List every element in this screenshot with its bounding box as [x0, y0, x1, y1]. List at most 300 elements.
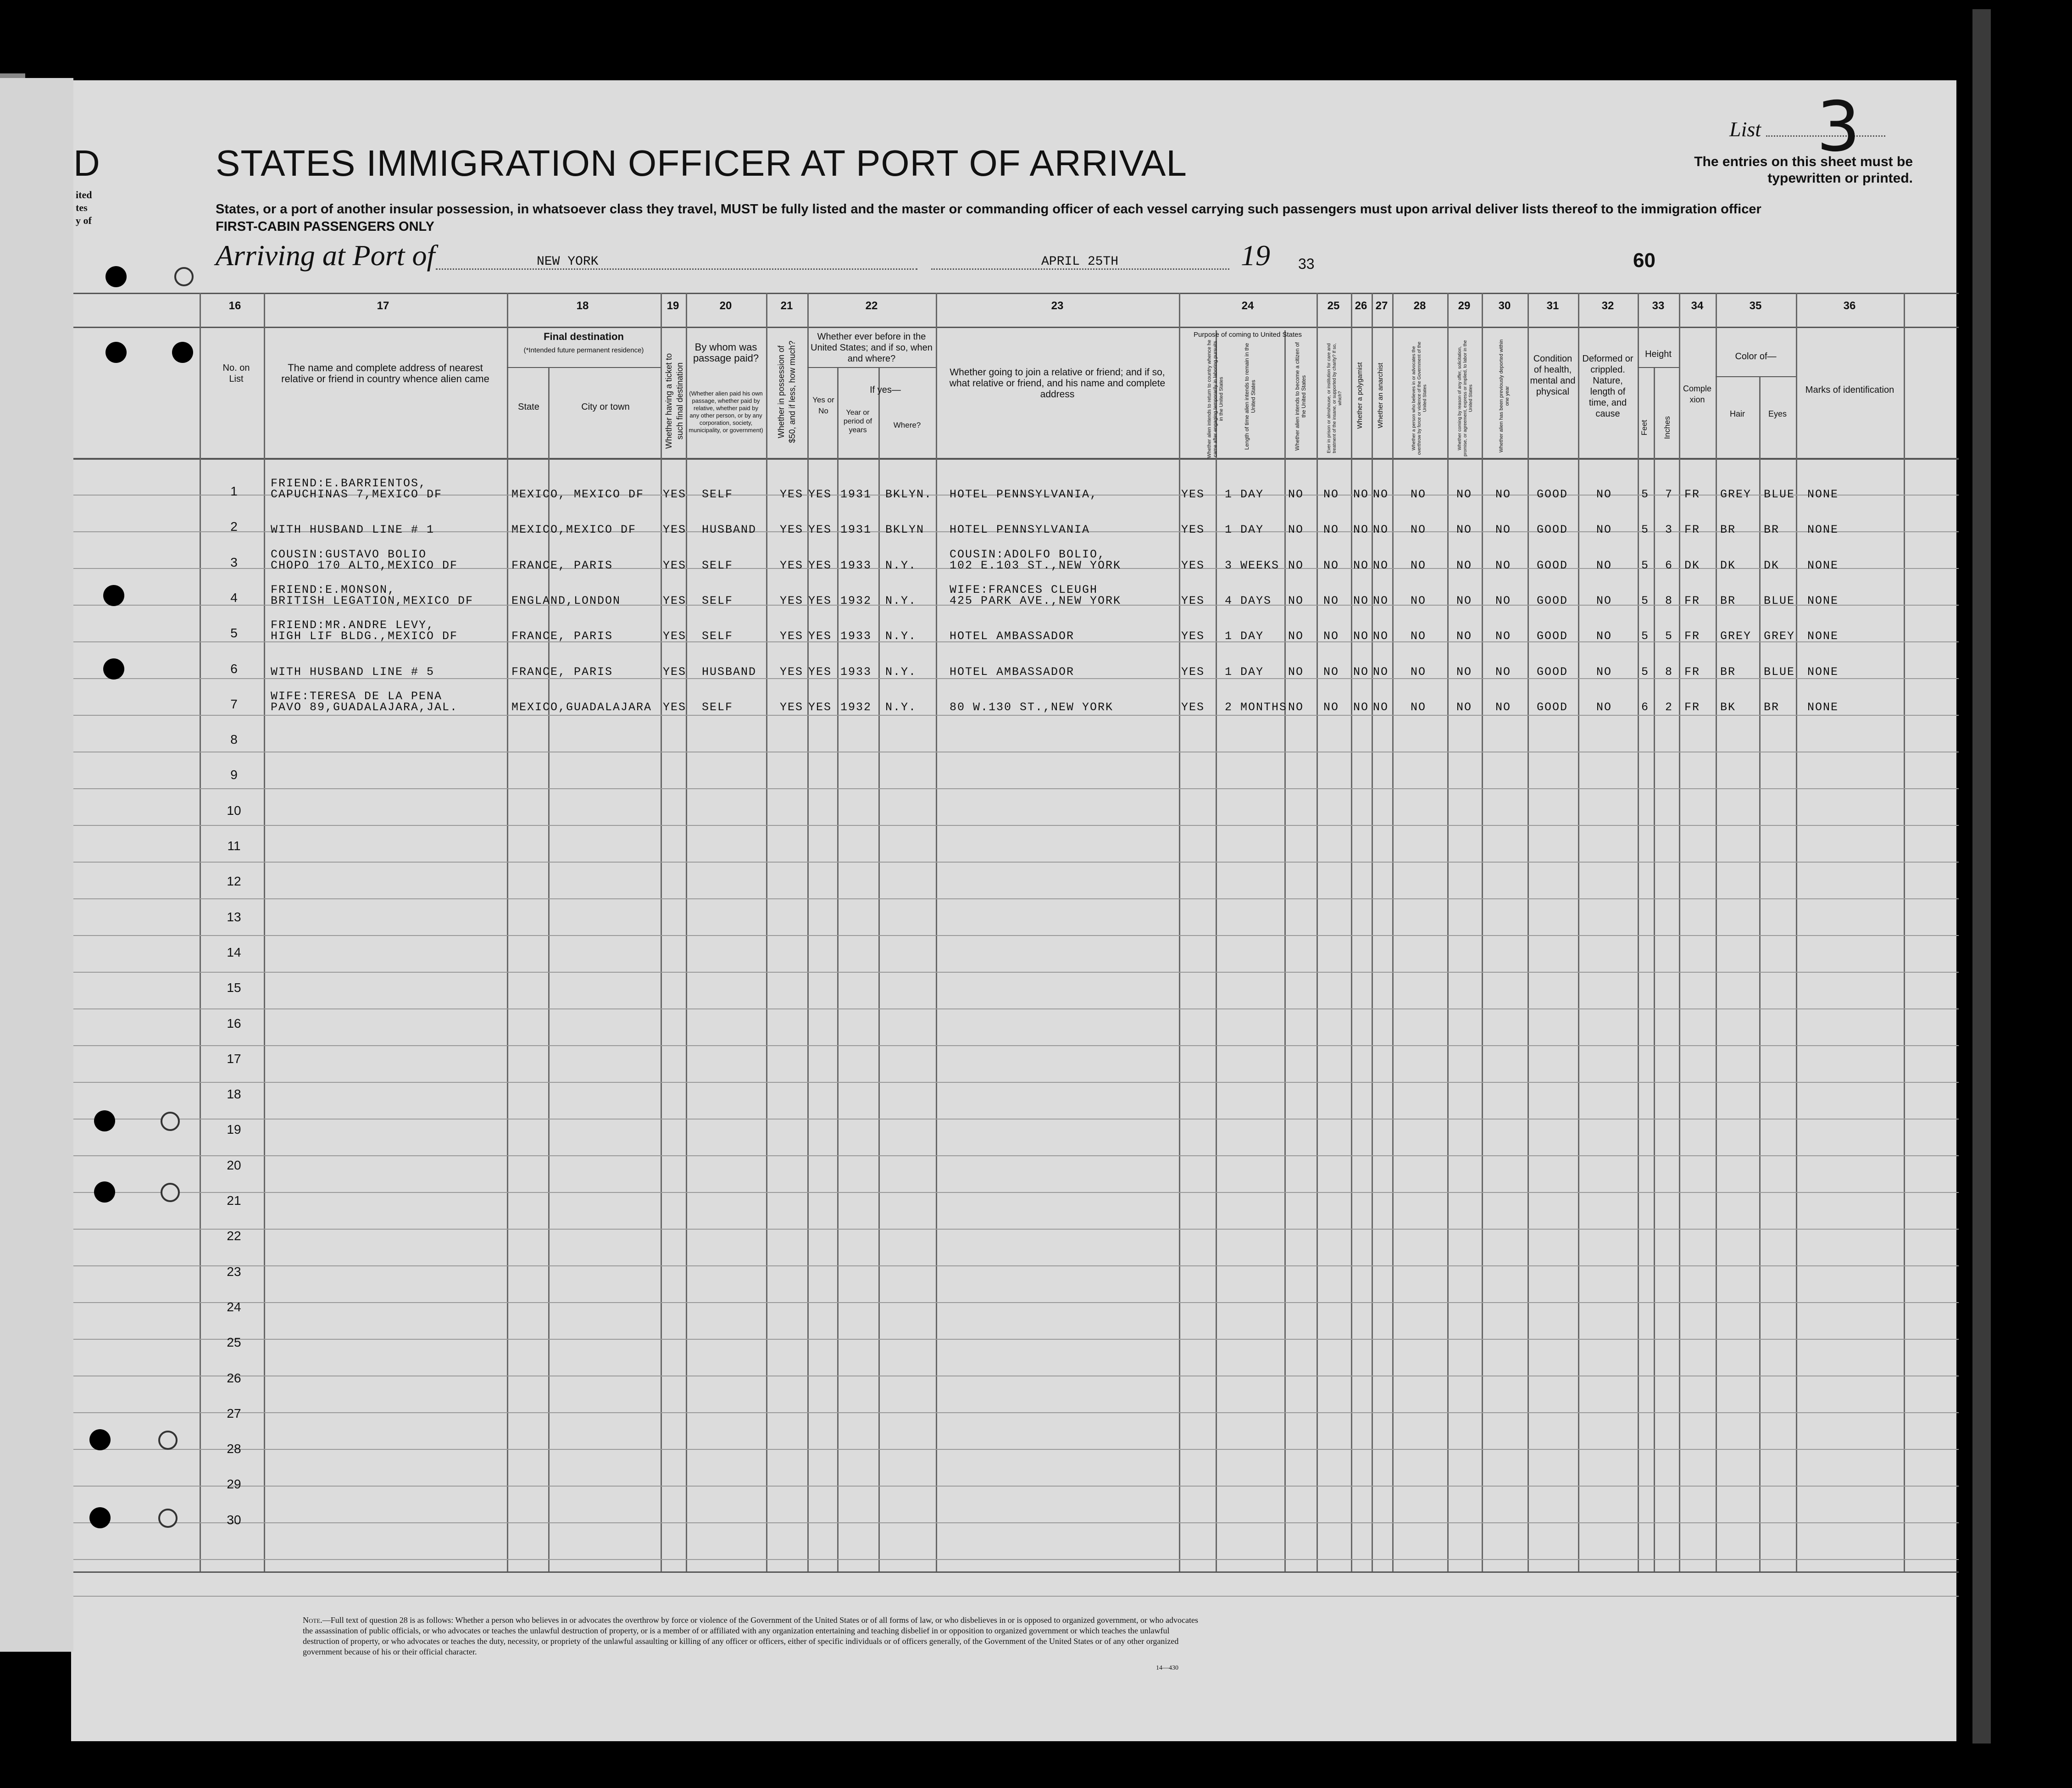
row-number: 29 — [227, 1477, 241, 1492]
header-marks: Marks of identification — [1805, 385, 1894, 395]
column-number: 24 — [1241, 300, 1254, 312]
row-rule — [73, 825, 1959, 826]
binder-hole — [161, 1112, 180, 1131]
header-purpose: Purpose of coming to United States — [1194, 331, 1302, 339]
hair-cell: BR — [1720, 665, 1736, 679]
complexion-cell: FR — [1684, 594, 1700, 607]
passage-paid-cell: HUSBAND — [702, 523, 757, 537]
polygamist-cell: NO — [1353, 594, 1369, 607]
row-number: 13 — [227, 909, 241, 924]
column-number: 22 — [865, 300, 878, 312]
labor-offer-cell: NO — [1456, 523, 1472, 537]
passage-paid-cell: SELF — [702, 488, 733, 501]
row-rule — [73, 935, 1959, 936]
row-number: 21 — [227, 1193, 241, 1208]
column-number: 16 — [228, 300, 241, 312]
col-line — [548, 367, 550, 1571]
header-yes-no: Yes or No — [812, 395, 834, 415]
header-length-stay: Length of time alien intends to remain in the United States — [1244, 343, 1256, 450]
where-cell: N.Y. — [885, 665, 917, 679]
row-rule — [73, 1559, 1959, 1560]
ticket-cell: YES — [663, 665, 687, 679]
feet-cell: 5 — [1641, 488, 1650, 501]
col-line — [200, 293, 201, 1571]
passage-paid-cell: SELF — [702, 594, 733, 607]
return-cell: YES — [1181, 665, 1205, 679]
labor-offer-cell: NO — [1456, 629, 1472, 643]
row-number: 27 — [227, 1406, 241, 1420]
col-line — [1578, 293, 1579, 1571]
row-number: 20 — [227, 1158, 241, 1172]
binder-hole — [103, 658, 124, 680]
col-line — [1528, 293, 1529, 1571]
citizen-cell: NO — [1288, 629, 1304, 643]
header-ticket: Whether having a ticket to such final destination — [664, 353, 684, 449]
header-height: Height — [1645, 349, 1672, 359]
header-deformed: Deformed or crippled. Nature, length of time, and cause — [1582, 354, 1633, 419]
relative-line-2: CAPUCHINAS 7,MEXICO DF — [271, 488, 443, 501]
prison-cell: NO — [1323, 523, 1339, 537]
column-number: 21 — [780, 300, 793, 312]
col-line — [686, 293, 687, 1571]
row-rule — [73, 1486, 1959, 1487]
col-line — [1679, 293, 1680, 1571]
page-number: 60 — [1633, 249, 1655, 272]
col-line — [1372, 293, 1373, 1571]
col-line — [878, 367, 880, 1571]
row-number: 28 — [227, 1442, 241, 1456]
col-line — [507, 293, 508, 1571]
feet-cell: 5 — [1641, 594, 1650, 607]
return-cell: YES — [1181, 700, 1205, 714]
passage-paid-cell: SELF — [702, 629, 733, 643]
inches-cell: 8 — [1665, 665, 1673, 679]
row-rule — [73, 788, 1959, 789]
destination-cell: MEXICO, MEXICO DF — [511, 488, 644, 501]
row-rule — [73, 1522, 1959, 1523]
row-number: 19 — [227, 1122, 241, 1137]
prison-cell: NO — [1323, 488, 1339, 501]
deformed-cell: NO — [1596, 700, 1612, 714]
binder-hole — [158, 1431, 178, 1450]
been-before-cell: YES — [808, 665, 832, 679]
row-number: 5 — [230, 626, 238, 641]
deformed-cell: NO — [1596, 665, 1612, 679]
overthrow-cell: NO — [1411, 558, 1427, 572]
eyes-cell: BR — [1764, 700, 1780, 714]
complexion-cell: FR — [1684, 665, 1700, 679]
header-citizen-intent: Whether alien intends to become a citizen of the United States — [1294, 342, 1307, 451]
row-number: 6 — [230, 661, 238, 676]
overthrow-cell: NO — [1411, 488, 1427, 501]
inches-cell: 6 — [1665, 558, 1673, 572]
row-number: 23 — [227, 1264, 241, 1279]
entries-note: The entries on this sheet must be typewritten or printed. — [1694, 154, 1913, 186]
binder-hole — [94, 1110, 115, 1131]
anarchist-cell: NO — [1373, 629, 1389, 643]
passage-paid-cell: SELF — [702, 700, 733, 714]
length-of-stay-cell: 1 DAY — [1225, 488, 1264, 501]
fifty-dollars-cell: YES — [780, 523, 804, 537]
column-number: 28 — [1413, 300, 1426, 312]
row-number: 10 — [227, 803, 241, 818]
column-number: 32 — [1601, 300, 1614, 312]
return-cell: YES — [1181, 594, 1205, 607]
col-line — [1179, 293, 1180, 1571]
header-polygamist: Whether a polygamist — [1356, 362, 1364, 429]
eyes-cell: BLUE — [1764, 488, 1795, 501]
labor-offer-cell: NO — [1456, 665, 1472, 679]
anarchist-cell: NO — [1373, 558, 1389, 572]
col-line — [1716, 293, 1717, 1571]
polygamist-cell: NO — [1353, 558, 1369, 572]
join-line-2: 102 E.103 ST.,NEW YORK — [950, 558, 1122, 572]
form-code: 14—430 — [1156, 1665, 1178, 1671]
row-rule — [73, 1045, 1959, 1046]
col-line — [807, 293, 809, 1571]
row-number: 12 — [227, 874, 241, 889]
note-text: —Full text of question 28 is as follows: Whether a person who believes in or advocates the overthrow by force or violence of the Government of the United States or of all forms of law, or who disbelieves in or is opposed to organized government, or who advocates the assassination of public officials, or who advocates or teaches the unlawful destruction of property, or is a member of or affiliated with any organization entertaining and teaching disbelief in or opposition to organized government or which teaches the unlawful destruction of property, or who advocates or teaches the duty, necessity, or propriety of the unlawful assaulting or killing of any officer or officers, either of specific individuals or of officers generally, of the Government of the United States or of any other organized government because of his or their official character. — [303, 1615, 1198, 1656]
eyes-cell: BLUE — [1764, 665, 1795, 679]
table-top-border — [73, 293, 1959, 294]
inches-cell: 3 — [1665, 523, 1673, 537]
length-of-stay-cell: 1 DAY — [1225, 523, 1264, 537]
ticket-cell: YES — [663, 700, 687, 714]
ticket-cell: YES — [663, 594, 687, 607]
row-rule — [73, 1229, 1959, 1230]
col-line — [1284, 330, 1286, 1571]
length-of-stay-cell: 1 DAY — [1225, 665, 1264, 679]
inches-cell: 7 — [1665, 488, 1673, 501]
header-hair: Hair — [1729, 409, 1745, 418]
join-line-2: 80 W.130 ST.,NEW YORK — [950, 700, 1114, 714]
row-rule — [73, 1265, 1959, 1266]
column-number: 23 — [1051, 300, 1064, 312]
complexion-cell: FR — [1684, 629, 1700, 643]
year-suffix: 33 — [1298, 256, 1315, 272]
manifest-sheet — [71, 80, 1956, 1741]
ticket-cell: YES — [663, 558, 687, 572]
hair-cell: GREY — [1720, 488, 1752, 501]
anarchist-cell: NO — [1373, 700, 1389, 714]
row-number: 30 — [227, 1512, 241, 1527]
port-line — [436, 268, 917, 270]
length-of-stay-cell: 3 WEEKS — [1225, 558, 1280, 572]
been-before-cell: YES — [808, 558, 832, 572]
where-cell: BKLYN — [885, 523, 925, 537]
header-feet: Feet — [1640, 419, 1649, 436]
feet-cell: 5 — [1641, 558, 1650, 572]
row-number: 1 — [230, 484, 238, 498]
list-label: List — [1729, 117, 1761, 141]
relative-line-1: WIFE:TERESA DE LA PENA — [271, 689, 443, 703]
row-rule — [73, 1596, 1959, 1597]
join-line-1: WIFE:FRANCES CLEUGH — [950, 583, 1098, 596]
relative-line-1: FRIEND:MR.ANDRE LEVY, — [271, 618, 435, 632]
fifty-dollars-cell: YES — [780, 665, 804, 679]
row-rule — [73, 715, 1959, 716]
feet-cell: 6 — [1641, 700, 1650, 714]
join-line-2: HOTEL AMBASSADOR — [950, 629, 1075, 643]
header-inches: Inches — [1663, 416, 1672, 440]
row-rule — [73, 1302, 1959, 1303]
citizen-cell: NO — [1288, 558, 1304, 572]
col-line — [1482, 293, 1483, 1571]
col-line — [1796, 293, 1797, 1571]
col-line — [1904, 293, 1905, 1571]
where-cell: BKLYN. — [885, 488, 933, 501]
destination-cell: FRANCE, PARIS — [511, 558, 613, 572]
labor-offer-cell: NO — [1456, 594, 1472, 607]
header-bottom-border — [73, 458, 1959, 460]
year-cell: 1933 — [840, 558, 872, 572]
complexion-cell: FR — [1684, 700, 1700, 714]
marks-cell: NONE — [1807, 488, 1839, 501]
prison-cell: NO — [1323, 594, 1339, 607]
return-cell: YES — [1181, 523, 1205, 537]
polygamist-cell: NO — [1353, 700, 1369, 714]
marks-cell: NONE — [1807, 700, 1839, 714]
row-rule — [73, 1449, 1959, 1450]
row-rule — [73, 1155, 1959, 1156]
list-number: 3 — [1816, 87, 1861, 167]
destination-cell: FRANCE, PARIS — [511, 665, 613, 679]
row-rule — [73, 1412, 1959, 1413]
binder-hole — [172, 342, 193, 363]
left-fragment: y of — [76, 215, 92, 226]
row-number: 14 — [227, 945, 241, 959]
row-number: 8 — [230, 732, 238, 747]
row-number: 25 — [227, 1335, 241, 1350]
header-final-destination-sub: (*Intended future permanent residence) — [523, 346, 644, 354]
cabin-class: FIRST-CABIN PASSENGERS ONLY — [216, 219, 434, 234]
where-cell: N.Y. — [885, 700, 917, 714]
anarchist-cell: NO — [1373, 665, 1389, 679]
row-number: 3 — [230, 555, 238, 569]
col-line — [766, 293, 767, 1571]
destination-cell: FRANCE, PARIS — [511, 629, 613, 643]
header-labor-offer: Whether coming by reason of any offer, solicitation, promise, or agreement, express or implied, to labor in the United States — [1457, 340, 1473, 457]
health-cell: GOOD — [1537, 629, 1568, 643]
return-cell: YES — [1181, 488, 1205, 501]
join-line-2: HOTEL AMBASSADOR — [950, 665, 1075, 679]
header-eyes: Eyes — [1768, 409, 1787, 418]
row-rule — [73, 862, 1959, 863]
header-passage-paid-sub: (Whether alien paid his own passage, whether paid by relative, whether paid by any other person, or by any corporation, society, municipality, or government) — [689, 390, 763, 434]
where-cell: N.Y. — [885, 594, 917, 607]
year-cell: 1933 — [840, 665, 872, 679]
fifty-dollars-cell: YES — [780, 700, 804, 714]
header-return-intent: Whether alien intends to return to country whence he came after engaging temporarily in laboring pursuits in the United States — [1206, 340, 1224, 458]
relative-line-2: WITH HUSBAND LINE # 1 — [271, 523, 435, 537]
column-number: 31 — [1546, 300, 1559, 312]
binder-hole — [106, 342, 127, 363]
left-fragment: tes — [76, 202, 88, 213]
row-rule — [73, 1192, 1959, 1193]
complexion-cell: FR — [1684, 523, 1700, 537]
header-ever-before: Whether ever before in the United States; and if so, when and where? — [811, 332, 933, 364]
feet-cell: 5 — [1641, 629, 1650, 643]
row-number: 4 — [230, 590, 238, 605]
table-bottom-border — [73, 1571, 1959, 1573]
eyes-cell: BR — [1764, 523, 1780, 537]
anarchist-cell: NO — [1373, 594, 1389, 607]
header-join-relative: Whether going to join a relative or friend; and if so, what relative or friend, and his name and complete address — [949, 367, 1166, 400]
marks-cell: NONE — [1807, 665, 1839, 679]
binder-hole — [106, 266, 127, 287]
page-title: STATES IMMIGRATION OFFICER AT PORT OF ARRIVAL — [216, 143, 1187, 184]
anarchist-cell: NO — [1373, 488, 1389, 501]
col-line — [1759, 376, 1761, 1571]
col-line — [1654, 367, 1655, 1571]
row-number: 17 — [227, 1051, 241, 1066]
col-line — [264, 293, 265, 1571]
year-cell: 1932 — [840, 594, 872, 607]
ticket-cell: YES — [663, 523, 687, 537]
binder-hole — [174, 267, 194, 286]
join-line-2: HOTEL PENNSYLVANIA — [950, 523, 1090, 537]
header-no-on-list: No. on List — [222, 363, 250, 384]
header-year-period: Year or period of years — [843, 409, 872, 434]
citizen-cell: NO — [1288, 523, 1304, 537]
join-line-2: 425 PARK AVE.,NEW YORK — [950, 594, 1122, 607]
health-cell: GOOD — [1537, 594, 1568, 607]
complexion-cell: DK — [1684, 558, 1700, 572]
header-if-yes: If yes— — [870, 385, 901, 395]
been-before-cell: YES — [808, 594, 832, 607]
row-number: 24 — [227, 1299, 241, 1314]
column-number: 17 — [377, 300, 389, 312]
column-number: 30 — [1498, 300, 1511, 312]
header-color: Color of— — [1735, 351, 1777, 362]
citizen-cell: NO — [1288, 665, 1304, 679]
ticket-cell: YES — [663, 629, 687, 643]
binder-hole — [161, 1183, 180, 1202]
column-number: 36 — [1843, 300, 1856, 312]
hair-cell: GREY — [1720, 629, 1752, 643]
binder-hole — [89, 1507, 111, 1528]
col-line — [1638, 293, 1639, 1571]
col-line — [837, 367, 839, 1571]
labor-offer-cell: NO — [1456, 700, 1472, 714]
join-line-2: HOTEL PENNSYLVANIA, — [950, 488, 1098, 501]
citizen-cell: NO — [1288, 488, 1304, 501]
marks-cell: NONE — [1807, 594, 1839, 607]
relative-line-2: WITH HUSBAND LINE # 5 — [271, 665, 435, 679]
subheader-line — [1716, 376, 1796, 377]
column-number: 19 — [667, 300, 679, 312]
relative-line-2: BRITISH LEGATION,MEXICO DF — [271, 594, 474, 607]
prison-cell: NO — [1323, 700, 1339, 714]
row-number: 15 — [227, 980, 241, 995]
feet-cell: 5 — [1641, 523, 1650, 537]
length-of-stay-cell: 4 DAYS — [1225, 594, 1272, 607]
header-state: State — [518, 402, 539, 412]
health-cell: GOOD — [1537, 523, 1568, 537]
row-rule — [73, 1082, 1959, 1083]
header-overthrow: Whether a person who believes in or advocates the overthrow by force or violence of the Government of the United States — [1411, 341, 1428, 455]
header-nearest-relative: The name and complete address of nearest relative or friend in country whence alien came — [281, 362, 489, 384]
scan-right-edge — [1972, 9, 1991, 1743]
year-cell: 1931 — [840, 488, 872, 501]
col-line — [661, 293, 662, 1571]
row-rule — [73, 898, 1959, 899]
polygamist-cell: NO — [1353, 523, 1369, 537]
hair-cell: DK — [1720, 558, 1736, 572]
feet-cell: 5 — [1641, 665, 1650, 679]
binder-hole — [89, 1429, 111, 1450]
health-cell: GOOD — [1537, 558, 1568, 572]
relative-line-2: CHOPO 170 ALTO,MEXICO DF — [271, 558, 458, 572]
header-health: Condition of health, mental and physical — [1530, 354, 1576, 397]
fifty-dollars-cell: YES — [780, 629, 804, 643]
marks-cell: NONE — [1807, 523, 1839, 537]
deformed-cell: NO — [1596, 629, 1612, 643]
header-final-destination: Final destination — [544, 331, 624, 342]
row-rule — [73, 972, 1959, 973]
eyes-cell: BLUE — [1764, 594, 1795, 607]
row-number: 18 — [227, 1087, 241, 1102]
hair-cell: BK — [1720, 700, 1736, 714]
deported-cell: NO — [1495, 700, 1511, 714]
binder-hole — [94, 1181, 115, 1203]
col-line — [1351, 293, 1352, 1571]
column-number: 33 — [1652, 300, 1665, 312]
fifty-dollars-cell: YES — [780, 594, 804, 607]
relative-line-1: COUSIN:GUSTAVO BOLIO — [271, 547, 427, 561]
col-line — [1317, 293, 1318, 1571]
return-cell: YES — [1181, 629, 1205, 643]
overthrow-cell: NO — [1411, 523, 1427, 537]
port-value: NEW YORK — [537, 255, 599, 269]
health-cell: GOOD — [1537, 488, 1568, 501]
where-cell: N.Y. — [885, 629, 917, 643]
binder-hole — [158, 1509, 178, 1528]
column-number: 26 — [1355, 300, 1367, 312]
relative-line-2: PAVO 89,GUADALAJARA,JAL. — [271, 700, 458, 714]
marks-cell: NONE — [1807, 629, 1839, 643]
column-number: 34 — [1691, 300, 1704, 312]
where-cell: N.Y. — [885, 558, 917, 572]
row-rule — [73, 1008, 1959, 1009]
passage-paid-cell: SELF — [702, 558, 733, 572]
health-cell: GOOD — [1537, 700, 1568, 714]
row-number: 16 — [227, 1016, 241, 1030]
title-fragment: D — [73, 143, 100, 184]
relative-line-1: FRIEND:E.BARRIENTOS, — [271, 477, 427, 490]
been-before-cell: YES — [808, 488, 832, 501]
been-before-cell: YES — [808, 700, 832, 714]
destination-cell: MEXICO,MEXICO DF — [511, 523, 637, 537]
eyes-cell: DK — [1764, 558, 1780, 572]
inches-cell: 2 — [1665, 700, 1673, 714]
left-fragment: ited — [76, 189, 92, 201]
fifty-dollars-cell: YES — [780, 488, 804, 501]
return-cell: YES — [1181, 558, 1205, 572]
passage-paid-cell: HUSBAND — [702, 665, 757, 679]
relative-line-1: FRIEND:E.MONSON, — [271, 583, 396, 596]
deformed-cell: NO — [1596, 558, 1612, 572]
hair-cell: BR — [1720, 594, 1736, 607]
deported-cell: NO — [1495, 665, 1511, 679]
ticket-cell: YES — [663, 488, 687, 501]
polygamist-cell: NO — [1353, 629, 1369, 643]
join-line-1: COUSIN:ADOLFO BOLIO, — [950, 547, 1106, 561]
column-number: 18 — [576, 300, 589, 312]
row-number: 9 — [230, 768, 238, 782]
polygamist-cell: NO — [1353, 665, 1369, 679]
arrival-date: APRIL 25TH — [1041, 255, 1119, 269]
